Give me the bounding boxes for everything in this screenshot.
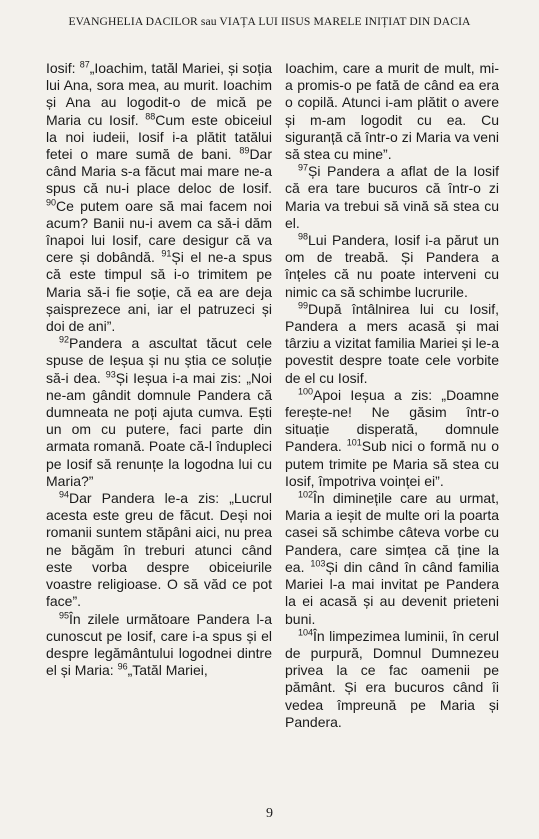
text-run: Cum este obiceiul la noi iudeii, Iosif i-a plătit tatălui fetei o mare sumă de bani. <box>46 111 272 163</box>
verse-number: 100 <box>298 386 314 397</box>
paragraph <box>285 232 499 301</box>
verse-number: 101 <box>346 437 362 448</box>
text-run: În diminețile care au urmat, Maria a ieșit de multe ori la poarta casei să schimbe câteva vorbe cu Pandera, care simțea că ține la ea. <box>285 490 499 575</box>
text-run: După întâlnirea lui cu Iosif, Pandera a mers acasă și mai târziu a vizitat familia Mariei și le-a povestit despre toate cele vorbite de el cu Iosif. <box>285 300 499 386</box>
verse-number: 91 <box>161 248 172 259</box>
page-number: 9 <box>266 806 273 821</box>
running-header: EVANGHELIA DACILOR sau VIAȚA LUI IISUS MARELE INIȚIAT DIN DACIA <box>68 15 471 28</box>
paragraph <box>285 60 499 163</box>
verse-number: 104 <box>298 627 314 638</box>
text-run: Dar când Maria s-a făcut mai mare ne-a spus că nu-i place deloc de Iosif. <box>46 146 272 197</box>
paragraph <box>46 60 272 335</box>
verse-number: 97 <box>298 162 309 173</box>
text-run: Lui Pandera, Iosif i-a părut un om de treabă. Și Pandera a înțeles că nu poate interveni cu nimic ca să schimbe lucrurile. <box>285 232 499 300</box>
paragraph <box>46 490 272 610</box>
paragraph <box>285 490 499 628</box>
verse-number: 90 <box>46 196 57 207</box>
verse-number: 88 <box>145 110 156 121</box>
text-run: Ce putem oare să mai facem noi acum? Banii nu-i avem ca să-i dăm înapoi lui Iosif, care desigur că va cere și dobândă. <box>46 197 272 266</box>
verse-number: 96 <box>117 661 128 672</box>
verse-number: 102 <box>298 489 314 500</box>
text-run: „Tatăl Mariei, <box>127 662 208 679</box>
verse-number: 92 <box>59 334 70 345</box>
verse-number: 94 <box>59 489 70 500</box>
text-run: Iosif: <box>46 60 80 76</box>
paragraph <box>285 163 499 232</box>
text-run: Și el ne-a spus că este timpul să i-o trimitem pe Maria să-i fie soție, că ea are deja șaisprezece ani, iar el patruzeci și doi de ani”. <box>46 249 272 335</box>
text-run: Ioachim, care a murit de mult, mi-a promis-o pe fată de când ea era o copilă. Atunci i-am plătit o avere și m-am logodit cu ea. Cu siguranță că într-o zi Maria va veni să stea cu mine”. <box>285 60 499 163</box>
text-run: Apoi Ieșua a zis: „Doamne ferește-ne! Ne găsim într-o situație disperată, domnule Pandera. <box>285 386 499 455</box>
left-column <box>46 60 272 679</box>
paragraph <box>285 387 499 490</box>
verse-number: 99 <box>298 300 309 311</box>
paragraph <box>46 611 272 680</box>
text-run: Și din când în când familia Mariei l-a mai invitat pe Pandera la ei acasă și au devenit prieteni buni. <box>285 558 499 627</box>
text-run: Sub nici o formă nu o putem trimite pe Maria să stea cu Iosif, împotriva voinței ei”. <box>285 438 499 489</box>
text-run: În limpezimea luminii, în cerul de purpură, Domnul Dumnezeu privea la ce fac oamenii pe pământ. Și era bucuros când îi vedea împreună pe Maria și Pandera. <box>285 627 499 730</box>
right-column <box>285 60 499 731</box>
paragraph <box>285 628 499 731</box>
text-run: Și Ieșua i-a mai zis: „Noi ne-am gândit domnule Pandera că dumneata ne poți ajuta cumva. Ești un om cu putere, faci parte din armata romană. Poate că-l îndupleci pe Iosif să renunțe la logodna lui cu Maria?” <box>46 369 272 489</box>
text-run: Și Pandera a aflat de la Iosif că era tare bucuros că într-o zi Maria va trebui să vină să stea cu el. <box>285 163 499 231</box>
paragraph <box>46 335 272 490</box>
verse-number: 87 <box>79 59 90 70</box>
verse-number: 98 <box>298 231 309 242</box>
verse-number: 95 <box>59 609 70 620</box>
verse-number: 93 <box>105 369 116 379</box>
text-run: Pandera a ascultat tăcut cele spuse de Ieșua și nu știa ce soluție să-i dea. <box>46 335 272 386</box>
verse-number: 89 <box>239 145 250 156</box>
text-run: Dar Pandera le-a zis: „Lucrul acesta este greu de făcut. Deși noi romanii suntem stăpâni aici, nu prea ne băgăm în treburi atunci când este vorba despre obiceiurile voastre religioase. O să văd ce pot face”. <box>46 490 272 610</box>
text-run: În zilele următoare Pandera l-a cunoscut pe Iosif, care i-a spus și el despre legământului logodnei dintre el și Maria: <box>46 610 272 679</box>
paragraph <box>285 301 499 387</box>
text-run: „Ioachim, tatăl Mariei, și soția lui Ana, sora mea, au murit. Ioachim și Ana au logodit-o de mică pe Maria cu Iosif. <box>46 60 272 128</box>
verse-number: 103 <box>310 558 326 569</box>
